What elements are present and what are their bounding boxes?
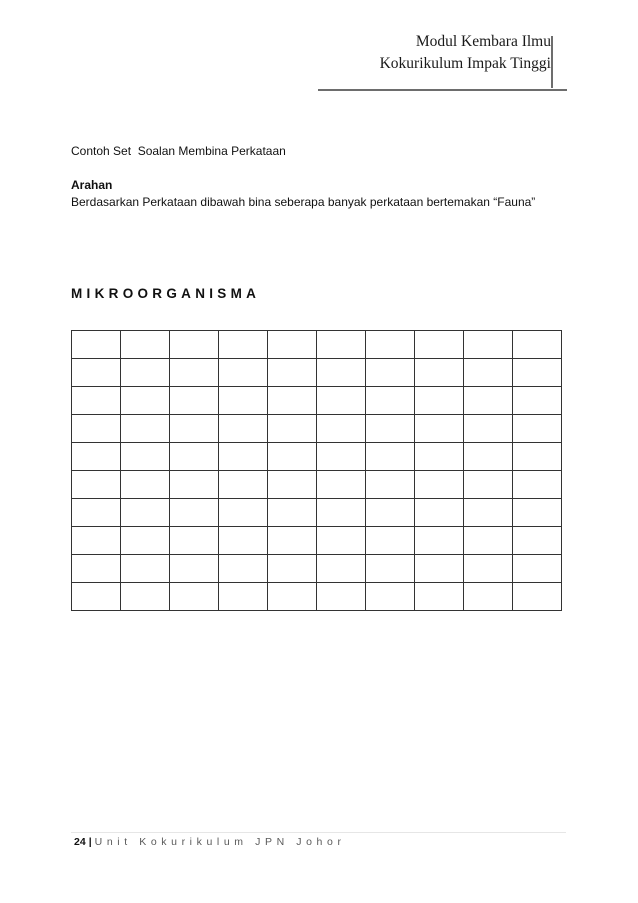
grid-cell[interactable] bbox=[513, 331, 562, 359]
grid-cell[interactable] bbox=[219, 415, 268, 443]
grid-cell[interactable] bbox=[268, 387, 317, 415]
grid-cell[interactable] bbox=[219, 387, 268, 415]
page-footer bbox=[74, 836, 346, 848]
header-vertical-rule bbox=[551, 36, 553, 88]
grid-cell[interactable] bbox=[170, 555, 219, 583]
grid-cell[interactable] bbox=[170, 471, 219, 499]
grid-cell[interactable] bbox=[366, 387, 415, 415]
grid-cell[interactable] bbox=[464, 583, 513, 611]
grid-cell[interactable] bbox=[72, 387, 121, 415]
grid-cell[interactable] bbox=[415, 527, 464, 555]
grid-cell[interactable] bbox=[513, 387, 562, 415]
grid-cell[interactable] bbox=[317, 443, 366, 471]
grid-row bbox=[72, 499, 562, 527]
grid-cell[interactable] bbox=[121, 331, 170, 359]
footer-rule bbox=[71, 832, 566, 833]
grid-cell[interactable] bbox=[415, 359, 464, 387]
grid-cell[interactable] bbox=[72, 583, 121, 611]
grid-cell[interactable] bbox=[121, 583, 170, 611]
grid-cell[interactable] bbox=[268, 443, 317, 471]
grid-cell[interactable] bbox=[513, 359, 562, 387]
grid-cell[interactable] bbox=[513, 499, 562, 527]
grid-cell[interactable] bbox=[121, 471, 170, 499]
grid-cell[interactable] bbox=[170, 499, 219, 527]
grid-cell[interactable] bbox=[121, 387, 170, 415]
grid-cell[interactable] bbox=[121, 359, 170, 387]
grid-cell[interactable] bbox=[219, 471, 268, 499]
footer-unit-name: Unit Kokurikulum JPN Johor bbox=[94, 836, 346, 848]
grid-cell[interactable] bbox=[464, 555, 513, 583]
grid-cell[interactable] bbox=[268, 415, 317, 443]
grid-cell[interactable] bbox=[415, 555, 464, 583]
grid-cell[interactable] bbox=[415, 387, 464, 415]
grid-cell[interactable] bbox=[170, 359, 219, 387]
grid-row bbox=[72, 415, 562, 443]
grid-cell[interactable] bbox=[72, 443, 121, 471]
grid-cell[interactable] bbox=[513, 583, 562, 611]
grid-cell[interactable] bbox=[415, 583, 464, 611]
grid-cell[interactable] bbox=[219, 443, 268, 471]
grid-cell[interactable] bbox=[366, 555, 415, 583]
grid-cell[interactable] bbox=[170, 387, 219, 415]
grid-cell[interactable] bbox=[121, 443, 170, 471]
grid-row bbox=[72, 555, 562, 583]
grid-cell[interactable] bbox=[317, 331, 366, 359]
grid-cell[interactable] bbox=[219, 555, 268, 583]
grid-cell[interactable] bbox=[121, 415, 170, 443]
grid-cell[interactable] bbox=[464, 387, 513, 415]
grid-cell[interactable] bbox=[464, 331, 513, 359]
grid-cell[interactable] bbox=[219, 331, 268, 359]
grid-cell[interactable] bbox=[366, 471, 415, 499]
arahan-label: Arahan bbox=[71, 178, 113, 192]
grid-cell[interactable] bbox=[219, 583, 268, 611]
grid-cell[interactable] bbox=[464, 443, 513, 471]
grid-cell[interactable] bbox=[415, 443, 464, 471]
grid-cell[interactable] bbox=[268, 359, 317, 387]
page-number: 24 bbox=[74, 836, 86, 848]
grid-cell[interactable] bbox=[317, 359, 366, 387]
grid-cell[interactable] bbox=[415, 331, 464, 359]
grid-cell[interactable] bbox=[72, 415, 121, 443]
grid-cell[interactable] bbox=[464, 471, 513, 499]
grid-cell[interactable] bbox=[464, 527, 513, 555]
grid-cell[interactable] bbox=[72, 331, 121, 359]
grid-cell[interactable] bbox=[415, 415, 464, 443]
grid-cell[interactable] bbox=[170, 583, 219, 611]
grid-cell[interactable] bbox=[317, 555, 366, 583]
header-horizontal-rule bbox=[318, 89, 567, 91]
grid-cell[interactable] bbox=[415, 471, 464, 499]
grid-cell[interactable] bbox=[513, 471, 562, 499]
grid-cell[interactable] bbox=[464, 415, 513, 443]
grid-cell[interactable] bbox=[366, 359, 415, 387]
grid-cell[interactable] bbox=[317, 415, 366, 443]
grid-cell[interactable] bbox=[366, 415, 415, 443]
grid-cell[interactable] bbox=[219, 359, 268, 387]
set-title: Contoh Set Soalan Membina Perkataan bbox=[71, 144, 286, 158]
grid-row bbox=[72, 471, 562, 499]
grid-cell[interactable] bbox=[317, 387, 366, 415]
grid-cell[interactable] bbox=[72, 499, 121, 527]
grid-cell[interactable] bbox=[268, 527, 317, 555]
grid-cell[interactable] bbox=[513, 415, 562, 443]
grid-row bbox=[72, 359, 562, 387]
grid-cell[interactable] bbox=[72, 527, 121, 555]
grid-row bbox=[72, 583, 562, 611]
grid-cell[interactable] bbox=[317, 527, 366, 555]
grid-cell[interactable] bbox=[464, 359, 513, 387]
puzzle-word: MIKROORGANISMA bbox=[71, 286, 261, 301]
grid-cell[interactable] bbox=[317, 499, 366, 527]
grid-cell[interactable] bbox=[268, 331, 317, 359]
grid-row bbox=[72, 387, 562, 415]
grid-cell[interactable] bbox=[513, 443, 562, 471]
instruction-text: Berdasarkan Perkataan dibawah bina seberapa banyak perkataan bertemakan “Fauna” bbox=[71, 195, 536, 209]
grid-row bbox=[72, 527, 562, 555]
grid-cell[interactable] bbox=[366, 443, 415, 471]
grid-cell[interactable] bbox=[72, 555, 121, 583]
grid-cell[interactable] bbox=[121, 555, 170, 583]
answer-grid bbox=[71, 330, 562, 611]
grid-cell[interactable] bbox=[464, 499, 513, 527]
grid-cell[interactable] bbox=[72, 359, 121, 387]
grid-cell[interactable] bbox=[121, 527, 170, 555]
grid-cell[interactable] bbox=[170, 331, 219, 359]
grid-cell[interactable] bbox=[268, 583, 317, 611]
grid-cell[interactable] bbox=[170, 443, 219, 471]
grid-cell[interactable] bbox=[268, 555, 317, 583]
grid-cell[interactable] bbox=[513, 527, 562, 555]
grid-cell[interactable] bbox=[366, 583, 415, 611]
header-title-line1: Modul Kembara Ilmu bbox=[415, 33, 551, 50]
grid-row bbox=[72, 443, 562, 471]
grid-row bbox=[72, 331, 562, 359]
grid-cell[interactable] bbox=[366, 499, 415, 527]
grid-cell[interactable] bbox=[513, 555, 562, 583]
grid-cell[interactable] bbox=[317, 583, 366, 611]
grid-cell[interactable] bbox=[268, 499, 317, 527]
grid-cell[interactable] bbox=[121, 499, 170, 527]
grid-cell[interactable] bbox=[317, 471, 366, 499]
grid-cell[interactable] bbox=[415, 499, 464, 527]
page-header bbox=[380, 31, 551, 75]
grid-cell[interactable] bbox=[366, 527, 415, 555]
header-title-line2: Kokurikulum Impak Tinggi bbox=[379, 55, 551, 72]
grid-cell[interactable] bbox=[72, 471, 121, 499]
grid-cell[interactable] bbox=[219, 499, 268, 527]
grid-cell[interactable] bbox=[219, 527, 268, 555]
footer-separator: | bbox=[88, 836, 92, 848]
grid-cell[interactable] bbox=[366, 331, 415, 359]
grid-cell[interactable] bbox=[268, 471, 317, 499]
grid-cell[interactable] bbox=[170, 527, 219, 555]
grid-cell[interactable] bbox=[170, 415, 219, 443]
